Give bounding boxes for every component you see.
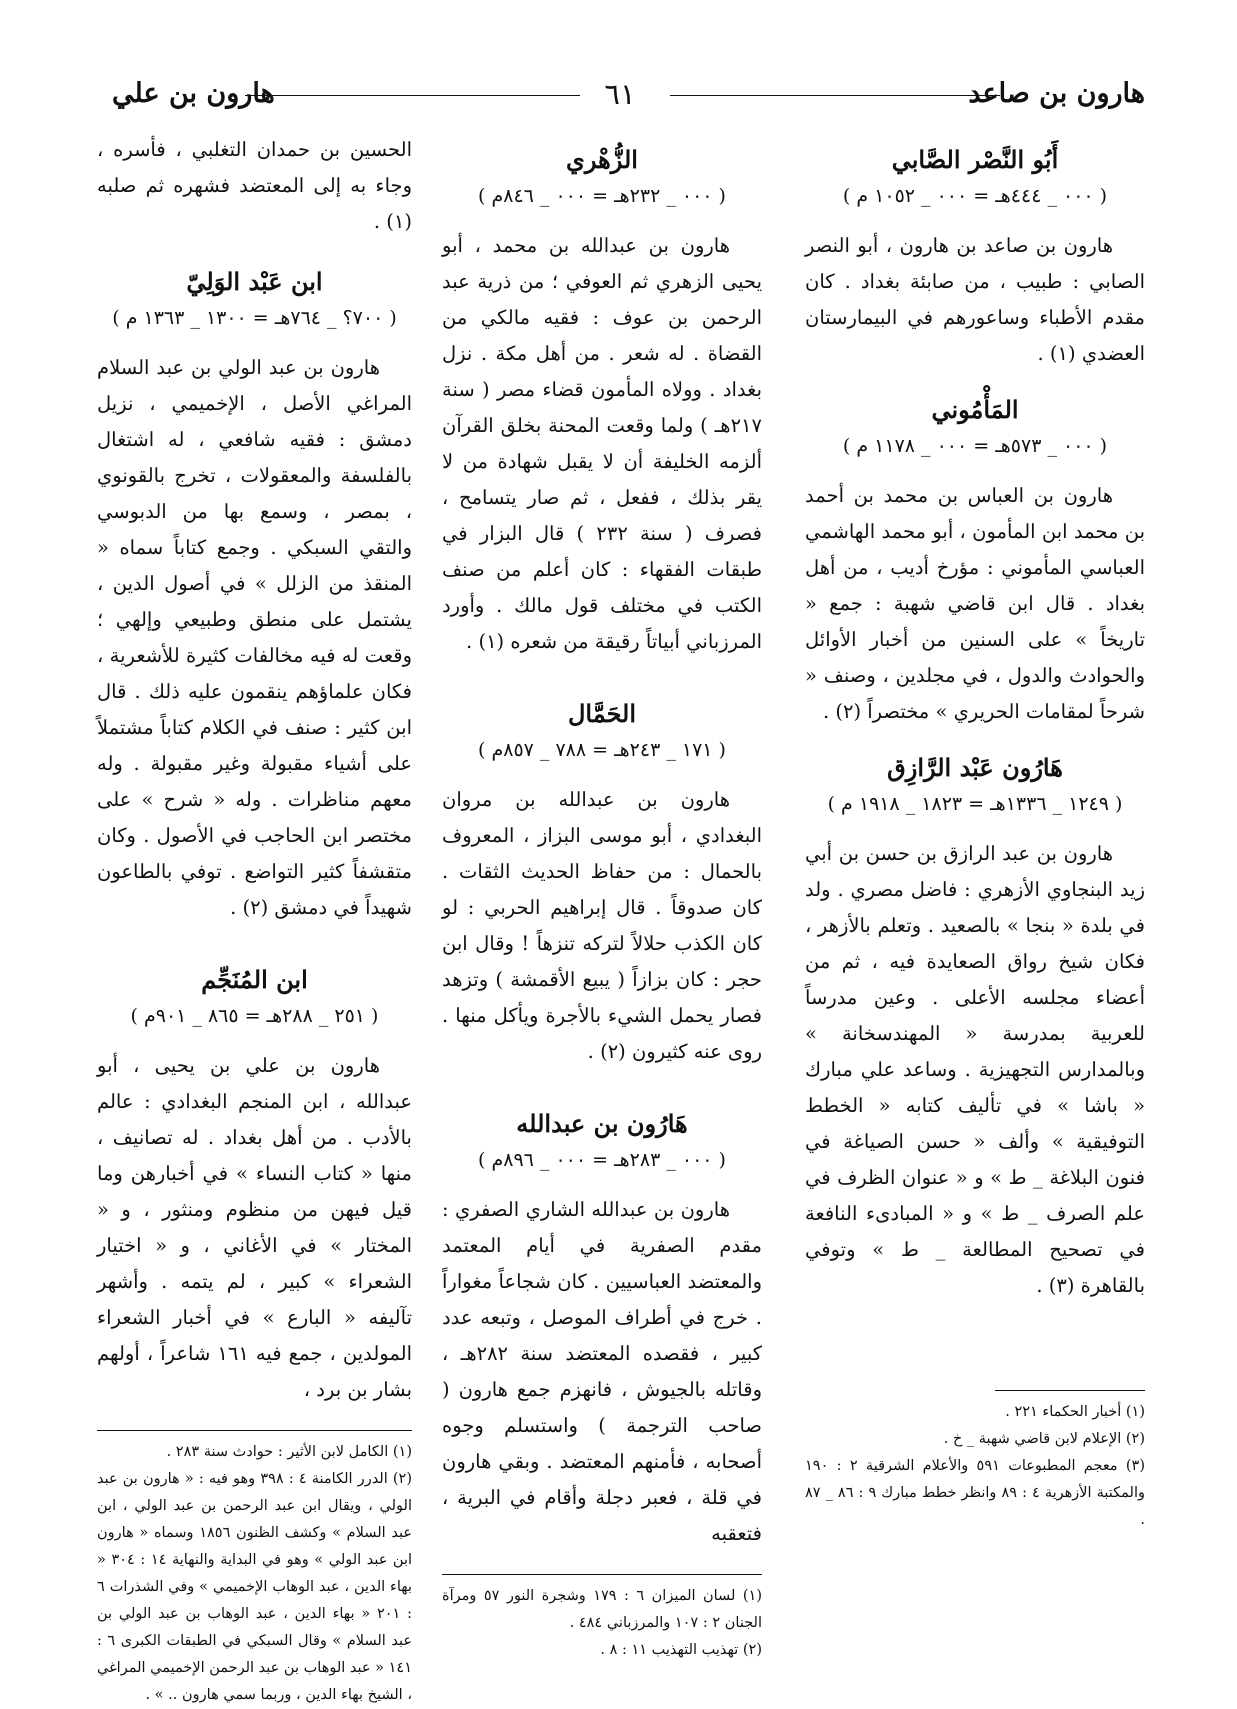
entry-title: هَارُون عَبْد الرَّازِق	[887, 753, 1063, 782]
footnote-rule	[442, 1574, 762, 1575]
header-rule-left	[245, 95, 580, 96]
entry	[805, 748, 1145, 1304]
footnote: (٢) تهذيب التهذيب ١١ : ٨ .	[600, 1642, 762, 1658]
entry-title: المَأْمُوني	[931, 395, 1019, 424]
running-header-left-title: هارون بن علي	[112, 78, 275, 109]
entry	[97, 960, 412, 1408]
entry-dates: ( ٠٠٠ _ ٢٣٢هـ = ٠٠٠ _ ٨٤٦م )	[478, 185, 726, 207]
footnote: (١) أخبار الحكماء ٢٢١ .	[1005, 1404, 1145, 1420]
entry-text: هارون بن عبد الرازق بن حسن بن أبي زيد البنجاوي الأزهري : فاضل مصري . ولد في بلدة « بنجا » بالصعيد . وتعلم بالأزهر ، فكان شيخ رواق الصعايدة فيه ، ثم من أعضاء مجلسه الأعلى . وعين مدرساً للعربية بمدرسة « المهندسخانة » وبالمدارس التجهيزية . وساعد علي مبارك « باشا » في تأليف كتابه « الخطط التوفيقية » وألف « حسن الصياغة في فنون البلاغة _ ط » و « عنوان الظرف في علم الصرف _ ط » و « المبادىء النافعة في تصحيح المطالعة _ ط » وتوفي بالقاهرة (٣) .	[805, 842, 1145, 1297]
footnote-rule	[97, 1430, 412, 1431]
footnote: (٢) الإعلام لابن قاضي شهبة _ خ .	[943, 1431, 1145, 1447]
entry-title: ابن عَبْد الوَلِيّ	[186, 267, 323, 296]
entry-title: الزُّهْري	[566, 145, 638, 174]
running-header-right-title: هارون بن صاعد	[968, 78, 1145, 109]
footnote: (٣) معجم المطبوعات ٥٩١ والأعلام الشرقية ٢ : ١٩٠ والمكتبة الأزهرية ٤ : ٨٩ وانظر خطط مبارك ٩ : ٨٦ _ ٨٧ .	[805, 1458, 1145, 1528]
entry-dates: ( ١٧١ _ ٢٤٣هـ = ٧٨٨ _ ٨٥٧م )	[478, 739, 726, 761]
middle-column	[442, 132, 762, 1664]
entry-dates: ( ٠٠٠ _ ٥٧٣هـ = ٠٠٠ _ ١١٧٨ م )	[842, 435, 1108, 457]
entry-title: أَبُو النَّصْر الصَّابي	[891, 145, 1059, 174]
header-rule-right	[670, 95, 1000, 96]
footnote: (٢) الدرر الكامنة ٤ : ٣٩٨ وهو فيه : « هارون بن عبد الولي ، ويقال ابن عبد الرحمن بن عبد الولي ، ابن عبد السلام » وكشف الظنون ١٨٥٦ وسماه « هارون ابن عبد الولي » وهو في البداية والنهاية ١٤ : ٣٠٤ « بهاء الدين ، عبد الوهاب الإخميمي » وفي الشذرات ٦ : ٢٠١ « بهاء الدين ، عبد الوهاب بن عبد الولي بن عبد السلام » وقال السبكي في الطبقات الكبرى ٦ : ١٤١ « عبد الوهاب بن عبد الرحمن الإخميمي المراغي ، الشيخ بهاء الدين ، وربما سمي هارون .. » .	[97, 1471, 413, 1703]
entry	[442, 140, 762, 660]
entry-text: هارون بن عبدالله بن مروان البغدادي ، أبو موسى البزاز ، المعروف بالحمال : من حفاظ الحديث الثقات . كان صدوقاً . قال إبراهيم الحربي : لو كان الكذب حلالاً لتركه تنزهاً ! وقال ابن حجر : كان بزازاً ( يبيع الأقمشة ) وتزهد فصار يحمل الشيء بالأجرة ويأكل منها . روى عنه كثيرون (٢) .	[442, 788, 762, 1063]
entry-text: هارون بن عبد الولي بن عبد السلام المراغي الأصل ، الإخميمي ، نزيل دمشق : فقيه شافعي ، له اشتغال بالفلسفة والمعقولات ، تخرج بالقونوي ، بمصر ، وسمع بها من الدبوسي والتقي السبكي . وجمع كتاباً سماه « المنقذ من الزلل » في أصول الدين ، يشتمل على منطق وطبيعي وإلهي ؛ وقعت له فيه مخالفات كثيرة للأشعرية ، فكان علماؤهم ينقمون عليه ذلك . قال ابن كثير : صنف في الكلام كتاباً مشتملاً على أشياء مقبولة وغير مقبولة . وله معهم مناظرات . وله « شرح » على مختصر ابن الحاجب في الأصول . وكان متقشفاً كثير التواضع . توفي بالطاعون شهيداً في دمشق (٢) .	[97, 356, 412, 919]
footnote-rule	[995, 1390, 1145, 1391]
entry-text: هارون بن صاعد بن هارون ، أبو النصر الصابي : طبيب ، من صابئة بغداد . كان مقدم الأطباء وساعورهم في البيمارستان العضدي (١) .	[805, 234, 1145, 365]
right-column	[805, 132, 1145, 1534]
page-number: ٦١	[604, 77, 636, 111]
entry-title: الحَمَّال	[567, 699, 637, 728]
entry	[805, 390, 1145, 730]
entry-title: ابن المُنَجِّم	[201, 965, 308, 994]
entry-dates: ( ٢٥١ _ ٢٨٨هـ = ٨٦٥ _ ٩٠١م )	[130, 1005, 379, 1027]
entry-dates: ( ٠٠٠ _ ٢٨٣هـ = ٠٠٠ _ ٨٩٦م )	[478, 1149, 726, 1171]
entry-text: هارون بن عبدالله الشاري الصفري : مقدم الصفرية في أيام المعتمد والمعتضد العباسيين . كان شجاعاً مغواراً . خرج في أطراف الموصل ، وتبعه عدد كبير ، فقصده المعتضد سنة ٢٨٢هـ ، وقاتله بالجيوش ، فانهزم جمع هارون ( صاحب الترجمة ) واستسلم وجوه أصحابه ، فأمنهم المعتضد . وبقي هارون في قلة ، فعبر دجلة وأقام في البرية ، فتعقبه	[442, 1198, 762, 1545]
entry-text: هارون بن علي بن يحيى ، أبو عبدالله ، ابن المنجم البغدادي : عالم بالأدب . من أهل بغداد . له تصانيف ، منها « كتاب النساء » في أخبارهن وما قيل فيهن من منظوم ومنثور ، و « المختار » في الأغاني ، و « اختيار الشعراء » كبير ، لم يتمه . وأشهر تآليفه « البارع » في أخبار الشعراء المولدين ، جمع فيه ١٦١ شاعراً ، أولهم بشار بن برد ،	[97, 1054, 412, 1401]
footnote: (١) الكامل لابن الأثير : حوادث سنة ٢٨٣ .	[166, 1444, 412, 1460]
left-column	[97, 132, 412, 1709]
entry-text: هارون بن العباس بن محمد بن أحمد بن محمد ابن المأمون ، أبو محمد الهاشمي العباسي المأموني : مؤرخ أديب ، من أهل بغداد . قال ابن قاضي شهبة : جمع « تاريخاً » على السنين من أخبار الأوائل والحوادث والدول ، في مجلدين ، وصنف « شرحاً لمقامات الحريري » مختصراً (٢) .	[805, 484, 1145, 723]
entry	[97, 262, 412, 926]
entry-dates: ( ٠٠٠ _ ٤٤٤هـ = ٠٠٠ _ ١٠٥٢ م )	[842, 185, 1108, 207]
entry	[442, 1104, 762, 1552]
entry-dates: ( ٧٠٠؟ _ ٧٦٤هـ = ١٣٠٠ _ ١٣٦٣ م )	[112, 307, 397, 329]
entry-text: هارون بن عبدالله بن محمد ، أبو يحيى الزهري ثم العوفي ؛ من ذرية عبد الرحمن بن عوف : فقيه مالكي من القضاة . له شعر . من أهل مكة . نزل بغداد . وولاه المأمون قضاء مصر ( سنة ٢١٧هـ ) ولما وقعت المحنة بخلق القرآن ألزمه الخليفة أن لا يقبل شهادة من لا يقر بذلك ، ففعل ، ثم صار يتسامح ، فصرف ( سنة ٢٣٢ ) قال البزار في طبقات الفقهاء : كان أعلم من صنف الكتب في مختلف قول مالك . وأورد المرزباني أبياتاً رقيقة من شعره (١) .	[442, 234, 762, 653]
entry-dates: ( ١٢٤٩ _ ١٣٣٦هـ = ١٨٢٣ _ ١٩١٨ م )	[827, 793, 1123, 815]
entry	[805, 140, 1145, 372]
footnote: (١) لسان الميزان ٦ : ١٧٩ وشجرة النور ٥٧ ومرآة الجنان ٢ : ١٠٧ والمرزباني ٤٨٤ .	[442, 1588, 762, 1631]
continued-text: الحسين بن حمدان التغلبي ، فأسره ، وجاء به إلى المعتضد فشهره ثم صلبه (١) .	[97, 138, 412, 233]
entry	[442, 694, 762, 1070]
entry-title: هَارُون بن عبدالله	[516, 1109, 688, 1138]
